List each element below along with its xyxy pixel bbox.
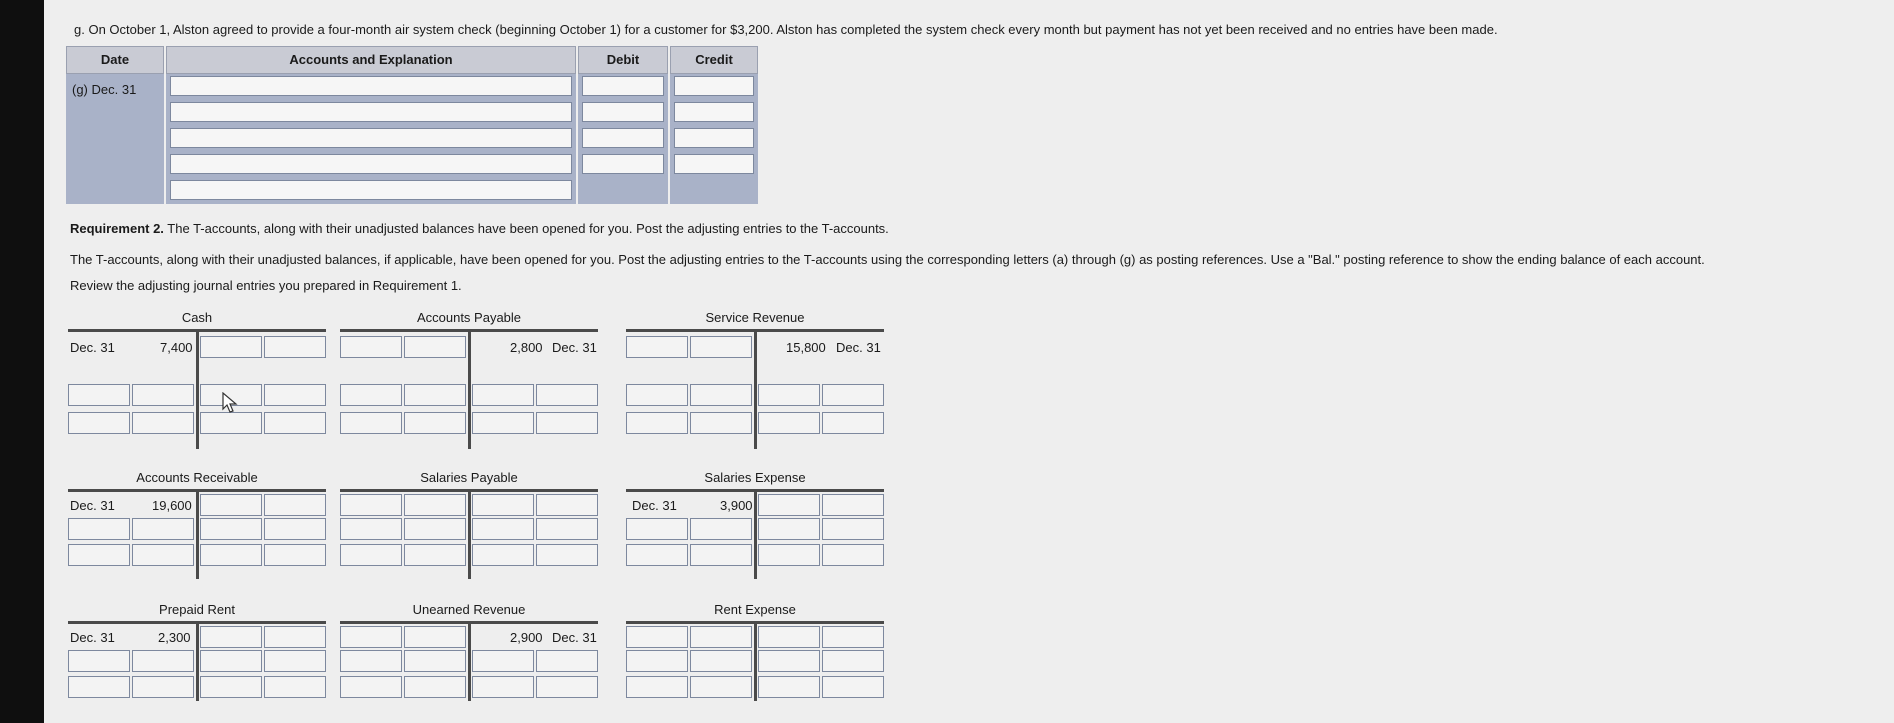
amount-input[interactable] xyxy=(404,494,466,516)
amount-input[interactable] xyxy=(264,676,326,698)
posting-ref-input[interactable] xyxy=(340,412,402,434)
posting-ref-input[interactable] xyxy=(340,518,402,540)
amount-input[interactable] xyxy=(536,676,598,698)
posting-ref-input[interactable] xyxy=(758,676,820,698)
credit-input[interactable] xyxy=(674,128,754,148)
posting-ref-input[interactable] xyxy=(626,650,688,672)
t-account-unearned-revenue xyxy=(340,602,598,702)
t-account-service-revenue xyxy=(626,310,884,440)
date-header: Date xyxy=(66,46,164,74)
amount-input[interactable] xyxy=(822,676,884,698)
amount-input[interactable] xyxy=(822,518,884,540)
posting-ref-input[interactable] xyxy=(340,650,402,672)
balance-amount: 2,800 xyxy=(510,340,543,355)
amount-input[interactable] xyxy=(404,384,466,406)
posting-ref-input[interactable] xyxy=(68,384,130,406)
t-account-accounts-payable xyxy=(340,310,598,440)
requirement-review: Review the adjusting journal entries you prepared in Requirement 1. xyxy=(70,278,462,293)
credit-input[interactable] xyxy=(674,102,754,122)
balance-amount: 2,900 xyxy=(510,630,543,645)
account-input[interactable] xyxy=(170,180,572,200)
amount-input[interactable] xyxy=(264,544,326,566)
balance-date: Dec. 31 xyxy=(552,340,597,355)
amount-input[interactable] xyxy=(132,650,194,672)
balance-amount: 19,600 xyxy=(152,498,192,513)
amount-input[interactable] xyxy=(822,650,884,672)
balance-date: Dec. 31 xyxy=(70,630,115,645)
t-account-title: Rent Expense xyxy=(714,602,796,617)
amount-input[interactable] xyxy=(822,494,884,516)
posting-ref-input[interactable] xyxy=(626,384,688,406)
t-account-divider xyxy=(468,491,471,579)
posting-ref-input[interactable] xyxy=(200,626,262,648)
balance-amount: 3,900 xyxy=(720,498,753,513)
t-account-salaries-payable xyxy=(340,470,598,570)
amount-input[interactable] xyxy=(132,676,194,698)
amount-input[interactable] xyxy=(690,544,752,566)
requirement-heading xyxy=(70,221,889,236)
balance-amount: 2,300 xyxy=(158,630,191,645)
account-input[interactable] xyxy=(170,128,572,148)
amount-input[interactable] xyxy=(690,336,752,358)
posting-ref-input[interactable] xyxy=(626,626,688,648)
amount-input[interactable] xyxy=(690,518,752,540)
t-account-salaries-expense xyxy=(626,470,884,570)
debit-input[interactable] xyxy=(582,154,664,174)
amount-input[interactable] xyxy=(404,336,466,358)
debit-input[interactable] xyxy=(582,128,664,148)
requirement-instructions: The T-accounts, along with their unadjusted balances, if applicable, have been opened for you. Post the adjusting entries to the T-accounts using the corresponding letters (a) through (g) as posting references. Use a "Bal." posting reference to show the ending balance of each account. xyxy=(70,252,1705,267)
posting-ref-input[interactable] xyxy=(626,336,688,358)
t-account-title: Cash xyxy=(181,310,213,325)
posting-ref-input[interactable] xyxy=(200,494,262,516)
t-account-divider xyxy=(196,331,199,449)
t-account-title: Service Revenue xyxy=(705,310,805,325)
amount-input[interactable] xyxy=(536,650,598,672)
posting-ref-input[interactable] xyxy=(758,626,820,648)
balance-date: Dec. 31 xyxy=(836,340,881,355)
journal-date-entry: (g) Dec. 31 xyxy=(72,82,137,97)
t-account-divider xyxy=(468,623,471,701)
t-account-accounts-receivable xyxy=(68,470,326,570)
amount-input[interactable] xyxy=(536,384,598,406)
balance-date: Dec. 31 xyxy=(70,498,115,513)
posting-ref-input[interactable] xyxy=(626,518,688,540)
problem-text: g. On October 1, Alston agreed to provide a four-month air system check (beginning October 1) for a customer for $3,200. Alston has completed the system check every month but payment has not yet been received and no entries have been made. xyxy=(74,22,1498,37)
posting-ref-input[interactable] xyxy=(68,518,130,540)
posting-ref-input[interactable] xyxy=(758,650,820,672)
t-account-title: Salaries Payable xyxy=(420,470,518,485)
amount-input[interactable] xyxy=(132,412,194,434)
posting-ref-input[interactable] xyxy=(758,384,820,406)
journal-entry-table xyxy=(66,46,758,204)
t-account-divider xyxy=(468,331,471,449)
amount-input[interactable] xyxy=(536,518,598,540)
amount-input[interactable] xyxy=(822,544,884,566)
t-account-rent-expense xyxy=(626,602,884,702)
posting-ref-input[interactable] xyxy=(472,650,534,672)
amount-input[interactable] xyxy=(264,626,326,648)
balance-date: Dec. 31 xyxy=(70,340,115,355)
amount-input[interactable] xyxy=(536,544,598,566)
amount-input[interactable] xyxy=(404,676,466,698)
t-account-divider xyxy=(754,491,757,579)
posting-ref-input[interactable] xyxy=(68,412,130,434)
posting-ref-input[interactable] xyxy=(758,518,820,540)
amount-input[interactable] xyxy=(404,650,466,672)
account-input[interactable] xyxy=(170,76,572,96)
debit-header: Debit xyxy=(578,46,668,74)
amount-input[interactable] xyxy=(536,494,598,516)
amount-input[interactable] xyxy=(536,412,598,434)
credit-header: Credit xyxy=(670,46,758,74)
mouse-pointer-icon xyxy=(222,392,240,414)
amount-input[interactable] xyxy=(132,518,194,540)
debit-input[interactable] xyxy=(582,76,664,96)
posting-ref-input[interactable] xyxy=(200,336,262,358)
t-account-title: Salaries Expense xyxy=(704,470,806,485)
t-account-title: Accounts Receivable xyxy=(136,470,258,485)
t-account-title: Accounts Payable xyxy=(416,310,522,325)
posting-ref-input[interactable] xyxy=(758,544,820,566)
t-account-divider xyxy=(196,491,199,579)
posting-ref-input[interactable] xyxy=(340,676,402,698)
amount-input[interactable] xyxy=(690,412,752,434)
requirement-title: Requirement 2. xyxy=(70,221,164,236)
t-account-divider xyxy=(754,331,757,449)
posting-ref-input[interactable] xyxy=(340,626,402,648)
t-account-divider xyxy=(196,623,199,701)
posting-ref-input[interactable] xyxy=(472,494,534,516)
amount-input[interactable] xyxy=(404,518,466,540)
posting-ref-input[interactable] xyxy=(472,518,534,540)
posting-ref-input[interactable] xyxy=(200,412,262,434)
amount-input[interactable] xyxy=(822,384,884,406)
posting-ref-input[interactable] xyxy=(340,494,402,516)
amount-input[interactable] xyxy=(822,626,884,648)
posting-ref-input[interactable] xyxy=(200,518,262,540)
debit-input[interactable] xyxy=(582,102,664,122)
posting-ref-input[interactable] xyxy=(68,676,130,698)
posting-ref-input[interactable] xyxy=(626,544,688,566)
amount-input[interactable] xyxy=(132,384,194,406)
amount-input[interactable] xyxy=(264,336,326,358)
amount-input[interactable] xyxy=(132,544,194,566)
balance-amount: 15,800 xyxy=(786,340,826,355)
amount-input[interactable] xyxy=(264,518,326,540)
amount-input[interactable] xyxy=(690,676,752,698)
amount-input[interactable] xyxy=(264,650,326,672)
posting-ref-input[interactable] xyxy=(200,650,262,672)
posting-ref-input[interactable] xyxy=(472,412,534,434)
posting-ref-input[interactable] xyxy=(340,336,402,358)
amount-input[interactable] xyxy=(690,650,752,672)
balance-date: Dec. 31 xyxy=(632,498,677,513)
t-account-divider xyxy=(754,623,757,701)
amount-input[interactable] xyxy=(822,412,884,434)
posting-ref-input[interactable] xyxy=(472,544,534,566)
posting-ref-input[interactable] xyxy=(68,544,130,566)
posting-ref-input[interactable] xyxy=(340,384,402,406)
posting-ref-input[interactable] xyxy=(340,544,402,566)
account-input[interactable] xyxy=(170,154,572,174)
amount-input[interactable] xyxy=(690,384,752,406)
posting-ref-input[interactable] xyxy=(200,544,262,566)
t-account-title: Prepaid Rent xyxy=(159,602,235,617)
posting-ref-input[interactable] xyxy=(472,384,534,406)
amount-input[interactable] xyxy=(264,384,326,406)
credit-input[interactable] xyxy=(674,76,754,96)
posting-ref-input[interactable] xyxy=(68,650,130,672)
posting-ref-input[interactable] xyxy=(200,676,262,698)
amount-input[interactable] xyxy=(264,494,326,516)
t-account-prepaid-rent xyxy=(68,602,326,702)
balance-date: Dec. 31 xyxy=(552,630,597,645)
amount-input[interactable] xyxy=(404,544,466,566)
amount-input[interactable] xyxy=(264,412,326,434)
credit-input[interactable] xyxy=(674,154,754,174)
posting-ref-input[interactable] xyxy=(472,676,534,698)
posting-ref-input[interactable] xyxy=(626,676,688,698)
requirement-title-rest: The T-accounts, along with their unadjusted balances have been opened for you. Post the adjusting entries to the T-accounts. xyxy=(163,221,889,236)
posting-ref-input[interactable] xyxy=(758,412,820,434)
t-account-cash xyxy=(68,310,326,440)
account-input[interactable] xyxy=(170,102,572,122)
accounts-header: Accounts and Explanation xyxy=(166,46,576,74)
balance-amount: 7,400 xyxy=(160,340,193,355)
amount-input[interactable] xyxy=(690,626,752,648)
posting-ref-input[interactable] xyxy=(758,494,820,516)
amount-input[interactable] xyxy=(404,412,466,434)
screen-bezel xyxy=(0,0,44,723)
amount-input[interactable] xyxy=(404,626,466,648)
posting-ref-input[interactable] xyxy=(626,412,688,434)
t-account-title: Unearned Revenue xyxy=(412,602,526,617)
